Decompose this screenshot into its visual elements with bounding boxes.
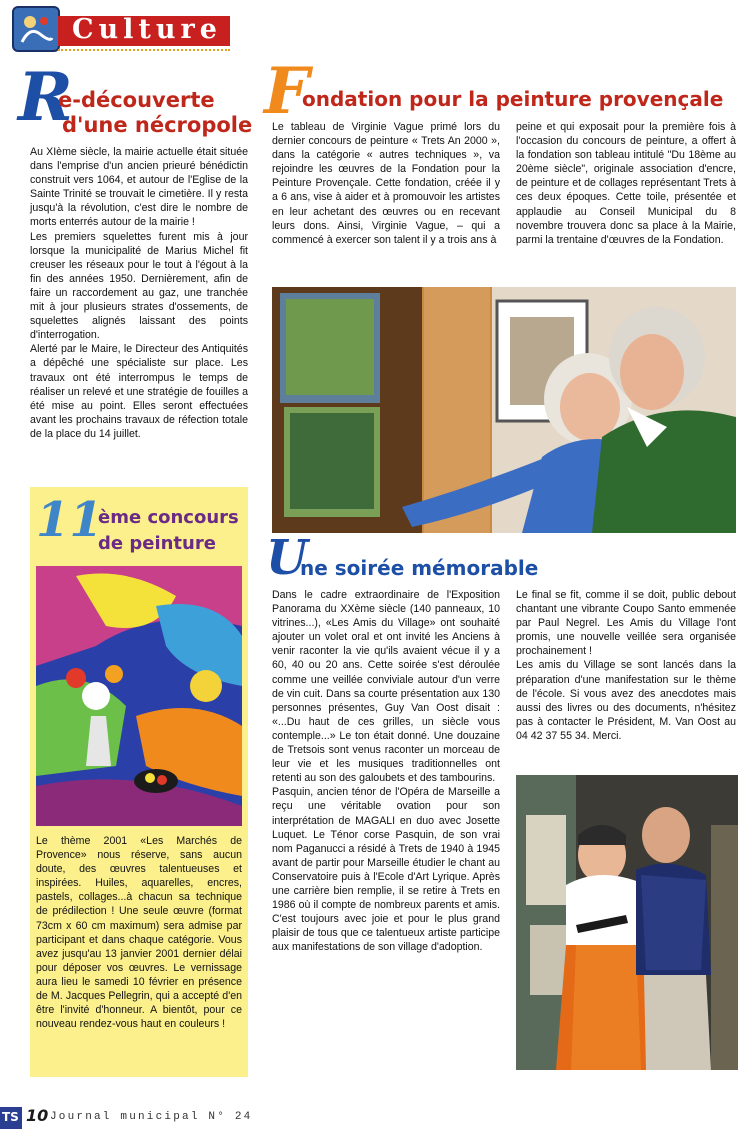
fondation-column-1: Le tableau de Virginie Vague primé lors du dernier concours de peinture « Trets An 2000 », dans la catégorie « autres techniques », va rejoindre les œuvres de la Fondation pour la Peinture Provençale. Cette fondation, créée il y a 6 ans, vise à aider et à promouvoir les artistes en leur achetant des œuvres ou en recevant leurs dons. Ainsi, Virginie Vague, – qui a commencé à exercer son talent il y a trois ans à	[272, 121, 500, 246]
concours-title-line2: de peinture	[98, 533, 216, 554]
necropole-body	[30, 145, 248, 441]
section-logo-icon	[12, 6, 60, 52]
footer-mark: TS	[2, 1110, 19, 1124]
header-divider	[58, 49, 230, 51]
section-title: Culture	[72, 14, 222, 45]
soiree-paragraph: Le final se fit, comme il se doit, public debout chantant une vibrante Coupo Santo emmenée par Paul Negrel. Les Amis du Village l'ont promis, une nouvelle veillée sera organisée prochainement !	[516, 589, 736, 658]
concours-body: Le thème 2001 «Les Marchés de Provence» nous réserve, sans aucun doute, des œuvres talentueuses et inspirées. Huiles, aquarelles, encres, pastels, collages...à chacun sa technique de prédilection ! Une seule œuvre (format 73cm x 60 cm maximum) sera admise par participant et dans chaque catégorie. Vous avez jusqu'au 13 janvier 2001 dernier délai pour déposer vos œuvres. Le vernissage aura lieu le samedi 10 février en présence de M. Jacques Pellegrin, qui a accepté d'en être l'invité d'honneur. A bientôt, pour ce nouveau rendez-vous haut en couleurs !	[36, 835, 242, 1031]
fondation-initial: F	[264, 54, 310, 129]
necropole-paragraph: Les premiers squelettes furent mis à jour lorsque la municipalité de Marius Michel fit creuser les réseaux pour le tout à l'égout à la fin des années 1950. Dernièrement, afin de faire un raccordement au gaz, une tranchée mit à jour plusieurs strates d'ossements, de squelettes alignés laissant des points d'interrogation.	[30, 230, 248, 342]
soiree-column-1	[272, 588, 500, 954]
necropole-title-line1: e-découverte	[58, 88, 215, 112]
concours-title-line1: ème concours	[98, 507, 239, 528]
soiree-paragraph: Dans le cadre extraordinaire de l'Exposition Panorama du XXème siècle (140 panneaux, 10 vitrines...), «Les Amis du Village» ont souhaité ajouter un volet oral et ont invité les Anciens à venir raconter la vie qu'ils avaient vécue il y a 60, 40 ou 20 ans. Cette soirée s'est déroulée comme une veillée conviviale autour d'un verre de vin cuit. Dans sa courte présentation aux 130 personnes présentes, Guy Van Oost disait : «...Du haut de ces grilles, un siècle vous contemple...» Le ton était donné. Une douzaine de Tretsois sont venus raconter un morceau de leur vie et les musiques traditionnelles ont retenti au son des galoubets et des tambourins.	[272, 589, 500, 785]
soiree-photo	[516, 775, 738, 1070]
soiree-column-2	[516, 588, 736, 743]
fondation-column-2: peine et qui exposait pour la première fois à l'occasion du concours de peinture, a offert à la fondation son tableau intitulé "Du 18ème au 20ème siècle", originale association d'encre, de peinture et de collages représentant Trets à ces deux époques. Cette toile, présentée et applaudie au Conseil Municipal du 8 novembre trouvera donc sa place à la Mairie, parmi la trentaine d'œuvres de la Fondation.	[516, 121, 736, 246]
necropole-paragraph: Alerté par le Maire, le Directeur des Antiquités a dépêché une spécialiste sur place. Les travaux ont été interrompus le temps de réaliser un relevé et une stratégie de fouilles a été mise au point. Elles seront effectuées avant les prochains travaux de réfection totale de la place du 14 juillet.	[30, 343, 248, 440]
page-number: 10	[26, 1106, 49, 1125]
section-header	[0, 0, 744, 56]
necropole-initial: R	[18, 58, 73, 136]
concours-initial: 11	[36, 492, 103, 548]
journal-name: Journal municipal N° 24	[50, 1111, 253, 1123]
soiree-paragraph: Pasquin, ancien ténor de l'Opéra de Marseille a reçu une véritable ovation pour son interprétation de MAGALI en duo avec Josette Luquet. Le Ténor corse Pasquin, de son vrai nom Paganucci a résidé à Trets de 1940 à 1945 avant de partir pour Marseille étudier le chant au Conservatoire puis à l'Ecole d'Art Lyrique. Après une carrière bien remplie, il se retire à Trets en 1986 où il compte de nombreux parents et amis. C'est toujours avec joie et pour le plus grand plaisir de tous que ce talentueux artiste participe aux manifestations de son village d'adoption.	[272, 786, 500, 954]
soiree-title: ne soirée mémorable	[300, 556, 539, 580]
concours-painting	[36, 566, 242, 826]
soiree-paragraph: Les amis du Village se sont lancés dans la préparation d'une manifestation sur le thème de l'école. Si vous avez des anecdotes mais aussi des livres ou des documents, n'hésitez pas à contacter le Président, M. Van Oost au 04 42 37 55 34. Merci.	[516, 659, 736, 742]
necropole-title-line2: d'une nécropole	[62, 113, 253, 137]
fondation-photo	[272, 287, 736, 533]
soiree-initial: U	[266, 530, 308, 586]
necropole-paragraph: Au XIème siècle, la mairie actuelle était située dans l'emprise d'un ancien prieuré bénédictin construit vers 1064, et autour de l'Eglise de la Sainte Trinité se trouvait le cimetière. Il y resta jusqu'à la révolution, c'est dire le nombre de morts enterrés autour de la mairie !	[30, 146, 248, 229]
fondation-title: ondation pour la peinture provençale	[302, 87, 724, 111]
